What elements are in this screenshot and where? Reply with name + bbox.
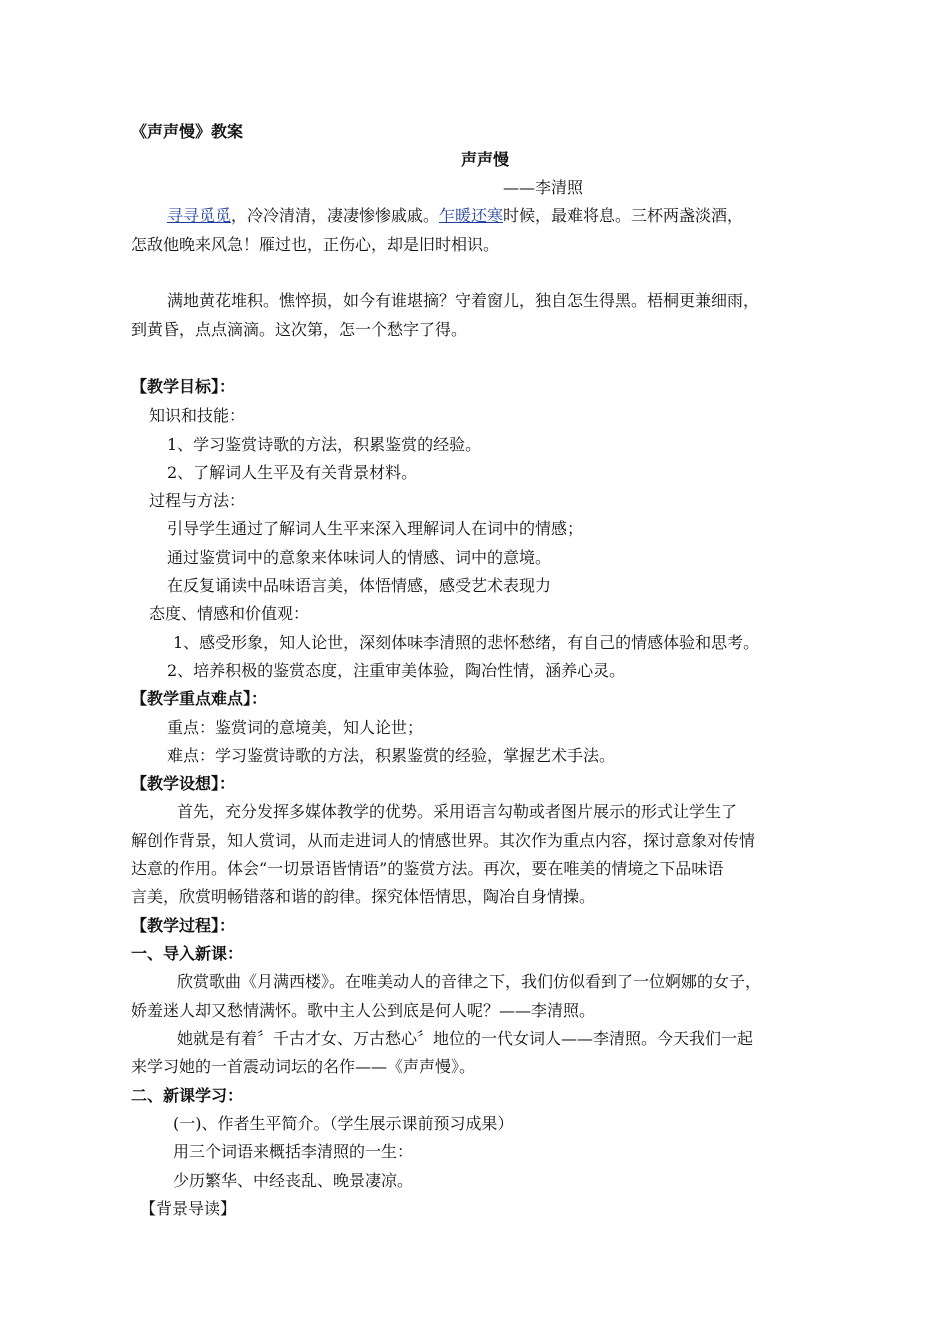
- design-line: 言美，欣赏明畅错落和谐的韵律。探究体悟情思，陶冶自身情操。: [131, 887, 596, 906]
- intro-line: 来学习她的一首震动词坛的名作——《声声慢》。: [131, 1057, 476, 1076]
- poem-stanza1-line1: 寻寻觅觅，冷冷清清，凄凄惨惨戚戚。乍暖还寒时候，最难将息。三杯两盏淡酒，: [167, 206, 744, 225]
- process-method-item: 通过鉴赏词中的意象来体味词人的情感、词中的意境。: [167, 548, 552, 567]
- poem-author: ——李清照: [503, 178, 584, 197]
- document-title: 《声声慢》教案: [131, 122, 244, 141]
- design-line: 达意的作用。体会“一切景语皆情语”的鉴赏方法。再次，要在唯美的情境之下品味语: [131, 859, 724, 878]
- new-lesson-line: 少历繁华、中经丧乱、晚景凄凉。: [173, 1171, 414, 1190]
- design-line: 解创作背景，知人赏词，从而走进词人的情感世界。其次作为重点内容，探讨意象对传情: [131, 831, 756, 850]
- design-heading: 【教学设想】：: [131, 774, 236, 793]
- knowledge-item: 1、学习鉴赏诗歌的方法，积累鉴赏的经验。: [167, 435, 482, 454]
- process-heading: 【教学过程】：: [131, 916, 236, 935]
- new-lesson-line: (一)、作者生平简介。（学生展示课前预习成果）: [173, 1114, 514, 1133]
- poem-link-zhanuan[interactable]: 乍暖还寒: [439, 206, 504, 225]
- attitude-item: 2、培养积极的鉴赏态度，注重审美体验，陶冶性情，涵养心灵。: [167, 661, 626, 680]
- poem-title: 声声慢: [461, 150, 510, 169]
- attitude-item: 1、感受形象，知人论世，深刻体味李清照的悲怀愁绪，有自己的情感体验和思考。: [173, 633, 760, 652]
- poem-stanza2-line1: 满地黄花堆积。憔悴损，如今有谁堪摘？守着窗儿，独自怎生得黑。梧桐更兼细雨，: [167, 291, 760, 310]
- goals-heading: 【教学目标】：: [131, 377, 236, 396]
- intro-line: 她就是有着〞千古才女、万古愁心〞地位的一代女词人——李清照。今天我们一起: [177, 1029, 754, 1048]
- process-method-item: 在反复诵读中品味语言美，体悟情感，感受艺术表现力: [167, 576, 552, 595]
- key-difficulty: 难点：学习鉴赏诗歌的方法，积累鉴赏的经验，掌握艺术手法。: [167, 746, 616, 765]
- new-lesson-line: 用三个词语来概括李清照的一生：: [173, 1142, 414, 1161]
- new-lesson-heading: 二、新课学习：: [131, 1086, 244, 1105]
- key-points-heading: 【教学重点难点】：: [131, 689, 268, 708]
- poem-link-xunxun[interactable]: 寻寻觅觅: [167, 206, 232, 225]
- attitude-heading: 态度、情感和价值观：: [149, 604, 310, 623]
- process-method-heading: 过程与方法：: [149, 491, 246, 510]
- intro-line: 娇羞迷人却又愁情满怀。歌中主人公到底是何人呢？——李清照。: [131, 1001, 596, 1020]
- knowledge-heading: 知识和技能：: [149, 406, 246, 425]
- background-heading: 【背景导读】: [140, 1199, 237, 1218]
- process-method-item: 引导学生通过了解词人生平来深入理解词人在词中的情感；: [167, 519, 584, 538]
- knowledge-item: 2、了解词人生平及有关背景材料。: [167, 463, 418, 482]
- poem-stanza2-line2: 到黄昏，点点滴滴。这次第，怎一个愁字了得。: [131, 320, 468, 339]
- intro-line: 欣赏歌曲《月满西楼》。在唯美动人的音律之下，我们仿似看到了一位婀娜的女子，: [177, 972, 762, 991]
- key-focus: 重点：鉴赏词的意境美，知人论世；: [167, 718, 424, 737]
- intro-heading: 一、导入新课：: [131, 944, 244, 963]
- design-line: 首先，充分发挥多媒体教学的优势。采用语言勾勒或者图片展示的形式让学生了: [177, 802, 738, 821]
- poem-stanza1-line2: 怎敌他晚来风急！雁过也，正伤心，却是旧时相识。: [131, 235, 500, 254]
